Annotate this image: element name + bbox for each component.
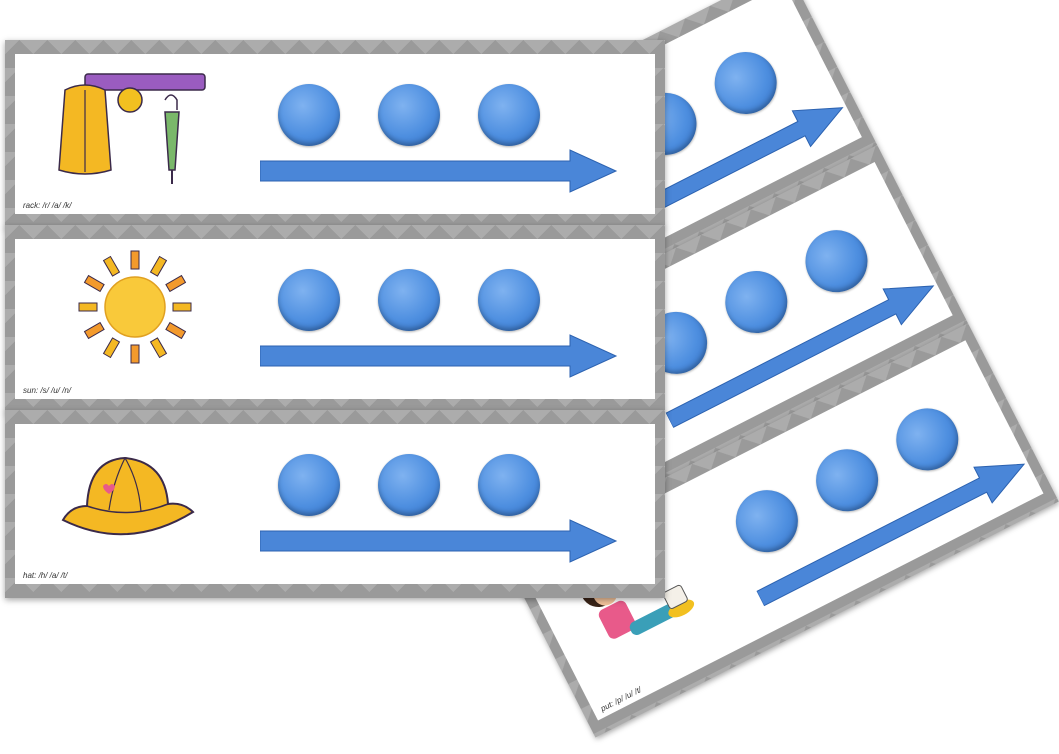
card-rack-face: [15, 54, 655, 214]
raincoat-umbrella-rack-icon: [45, 60, 215, 190]
card-hat-face: [15, 424, 655, 584]
card-caption: rack: /r/ /a/ /k/: [23, 201, 72, 210]
sound-dot: [725, 479, 808, 562]
arrow-right-icon: [260, 519, 620, 563]
sound-dot: [886, 398, 969, 481]
sound-dot: [478, 269, 540, 331]
card-sun-face: [15, 239, 655, 399]
sound-dot: [478, 454, 540, 516]
sound-dot: [715, 260, 798, 343]
card-caption: sun: /s/ /u/ /n/: [23, 386, 72, 395]
sound-dot: [805, 439, 888, 522]
sound-dot: [478, 84, 540, 146]
card-sun: [5, 225, 665, 413]
sound-dot: [378, 269, 440, 331]
arrow-right-icon: [260, 149, 620, 193]
sun-icon: [75, 247, 195, 367]
sound-dot: [378, 84, 440, 146]
sound-dot: [378, 454, 440, 516]
card-rack: [5, 40, 665, 228]
sound-dot: [795, 219, 878, 302]
sound-dot: [704, 41, 787, 124]
hat-icon: [53, 442, 203, 552]
sound-dot: [278, 454, 340, 516]
card-caption: put: /p/ /u/ /t/: [599, 685, 643, 714]
card-caption: hat: /h/ /a/ /t/: [23, 571, 68, 580]
arrow-right-icon: [260, 334, 620, 378]
sound-dot: [278, 269, 340, 331]
sound-dot: [278, 84, 340, 146]
card-hat: [5, 410, 665, 598]
